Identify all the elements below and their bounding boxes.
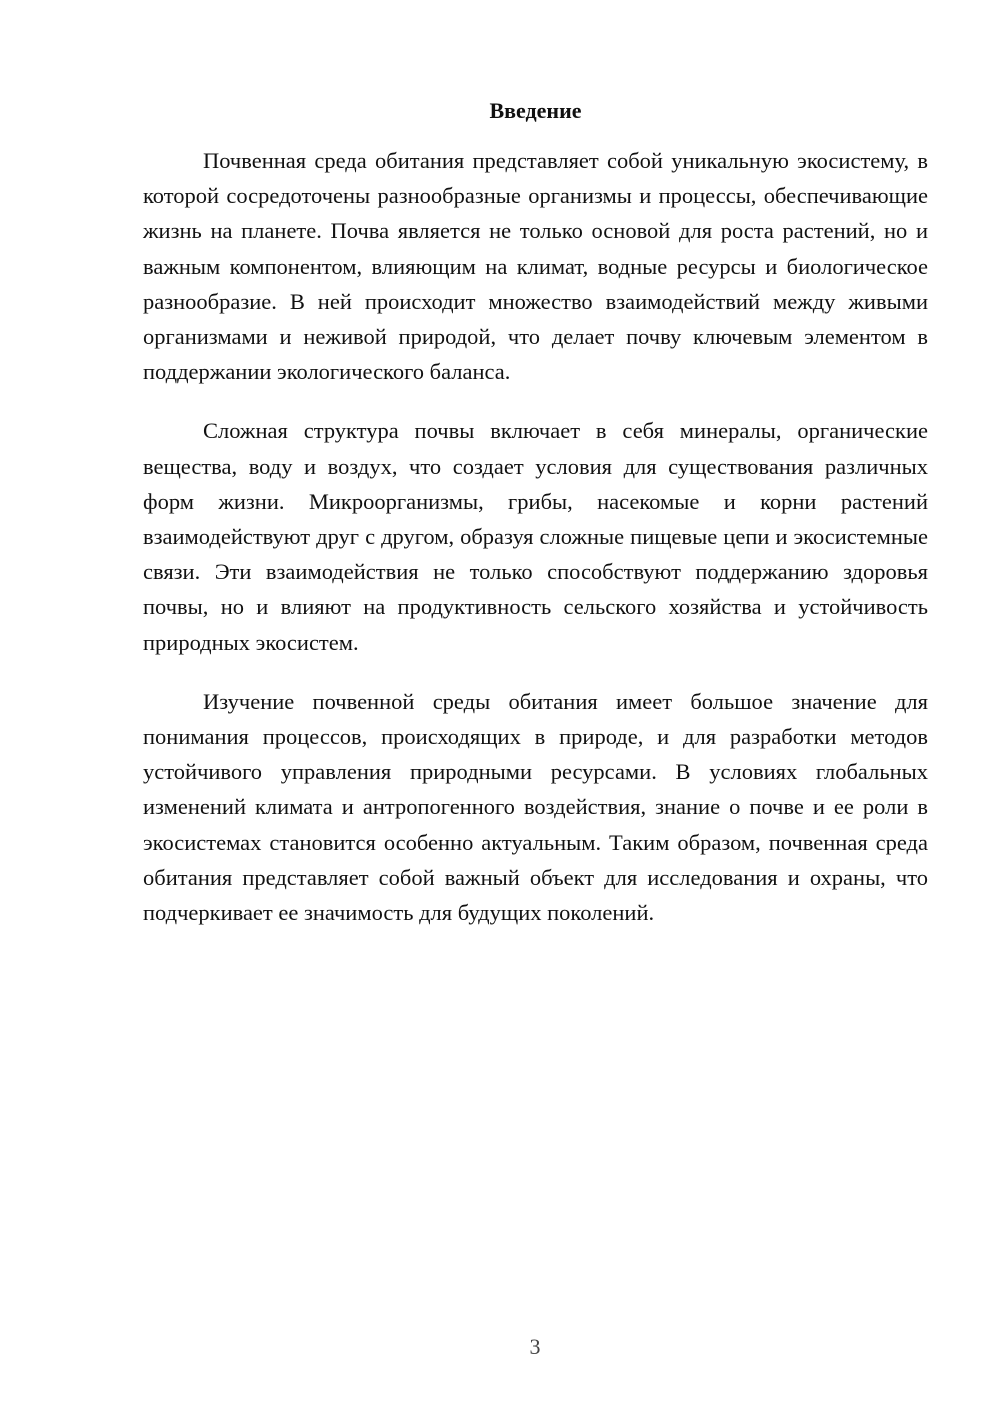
paragraph-1: Почвенная среда обитания представляет собой уникальную экосистему, в которой сосредоточены разнообразные организмы и процессы, обеспечивающие жизнь на планете. Почва является не только основой для роста растений, но и важным компонентом, влияющим на климат, водные ресурсы и биологическое разнообразие. В ней происходит множество взаимодействий между живыми организмами и неживой природой, что делает почву ключевым элементом в поддержании экологического баланса. (143, 148, 928, 385)
section-heading: Введение (489, 98, 582, 123)
paragraph-3: Изучение почвенной среды обитания имеет большое значение для понимания процессов, происходящих в природе, и для разработки методов устойчивого управления природными ресурсами. В условиях глобальных изменений климата и антропогенного воздействия, знание о почве и ее роли в экосистемах становится особенно актуальным. Таким образом, почвенная среда обитания представляет собой важный объект для исследования и охраны, что подчеркивает ее значимость для будущих поколений. (143, 688, 928, 926)
paragraph-2: Сложная структура почвы включает в себя минералы, органические вещества, воду и воздух, что создает условия для существования различных форм жизни. Микроорганизмы, грибы, насекомые и корни растений взаимодействуют друг с другом, образуя сложные пищевые цепи и экосистемные связи. Эти взаимодействия не только способствуют поддержанию здоровья почвы, но и влияют на продуктивность сельского хозяйства и устойчивость природных экосистем. (143, 418, 928, 655)
body-text (143, 143, 928, 954)
page-number: 3 (529, 1334, 541, 1359)
